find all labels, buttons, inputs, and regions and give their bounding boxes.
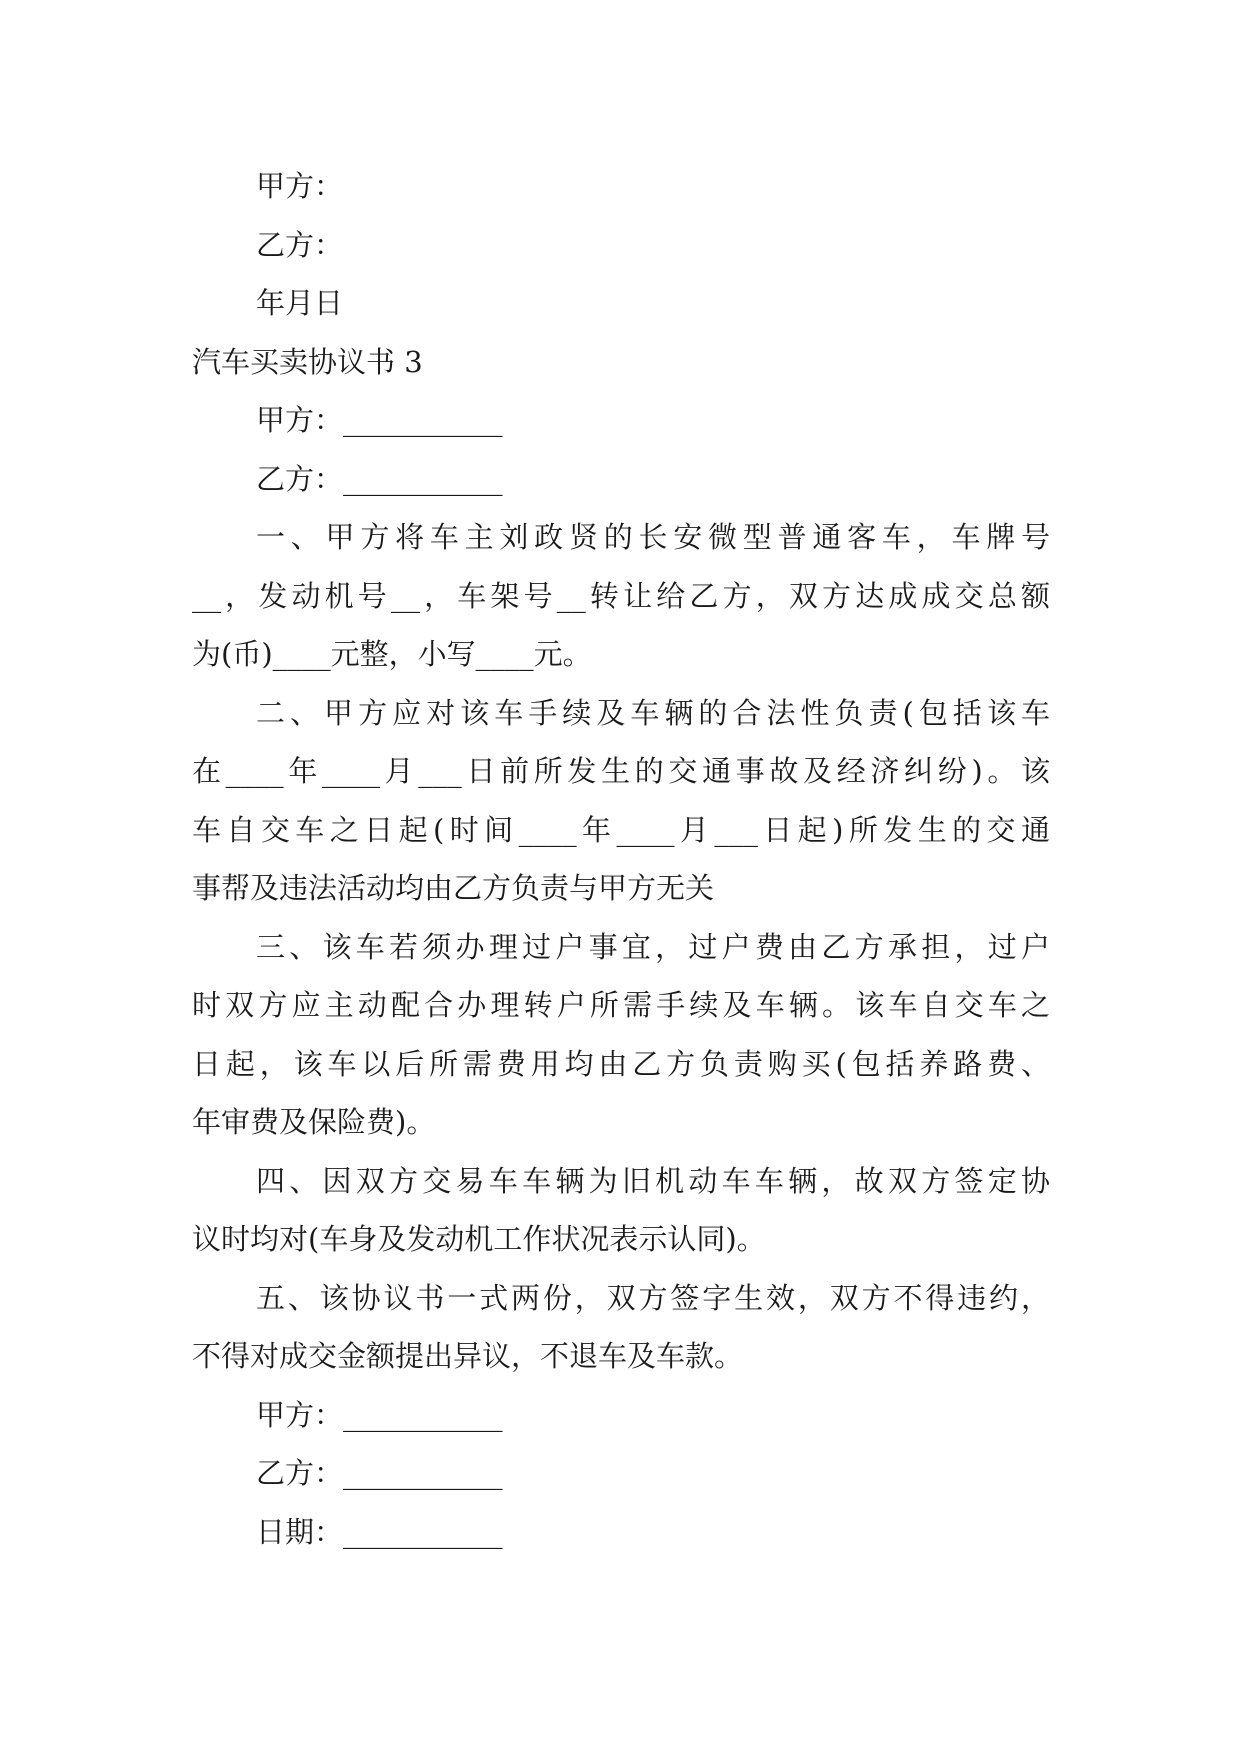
clause2-line3: 车自交车之日起(时间____年____月___日起)所发生的交通	[192, 813, 1050, 847]
clause5-line1: 五、该协议书一式两份，双方签字生效，双方不得违约，	[256, 1281, 1050, 1315]
clause4-line2: 议时均对(车身及发动机工作状况表示认同)。	[192, 1222, 766, 1256]
clause5-line2: 不得对成交金额提出异议，不退车及车款。	[192, 1339, 744, 1373]
clause3-line3: 日起，该车以后所需费用均由乙方负责购买(包括养路费、	[192, 1047, 1050, 1081]
clause1-line2: __，发动机号__，车架号__转让给乙方，双方达成成交总额	[192, 579, 1050, 613]
clause2-line2: 在____年____月___日前所发生的交通事故及经济纠纷)。该	[192, 754, 1050, 788]
signature-date: 日期：___________	[256, 1515, 503, 1549]
clause1-line1: 一、甲方将车主刘政贤的长安微型普通客车，车牌号	[256, 520, 1050, 554]
header-date: 年月日	[256, 286, 344, 320]
clause3-line2: 时双方应主动配合办理转户所需手续及车辆。该车自交车之	[192, 988, 1050, 1022]
signature-party-b: 乙方：___________	[256, 1456, 503, 1490]
document-title: 汽车买卖协议书 3	[192, 345, 423, 379]
signature-party-a: 甲方：___________	[256, 1398, 503, 1432]
clause2-line1: 二、甲方应对该车手续及车辆的合法性负责(包括该车	[256, 696, 1050, 730]
clause4-line1: 四、因双方交易车车辆为旧机动车车辆，故双方签定协	[256, 1164, 1050, 1198]
clause3-line4: 年审费及保险费)。	[192, 1105, 436, 1139]
clause3-line1: 三、该车若须办理过户事宜，过户费由乙方承担，过户	[256, 930, 1050, 964]
clause1-line3: 为(币)____元整，小写____元。	[192, 637, 592, 671]
clause2-line4: 事帮及违法活动均由乙方负责与甲方无关	[192, 871, 715, 905]
header-party-b: 乙方：	[256, 228, 344, 262]
party-b-line: 乙方：___________	[256, 462, 503, 496]
header-party-a: 甲方：	[256, 169, 344, 203]
party-a-line: 甲方：___________	[256, 403, 503, 437]
